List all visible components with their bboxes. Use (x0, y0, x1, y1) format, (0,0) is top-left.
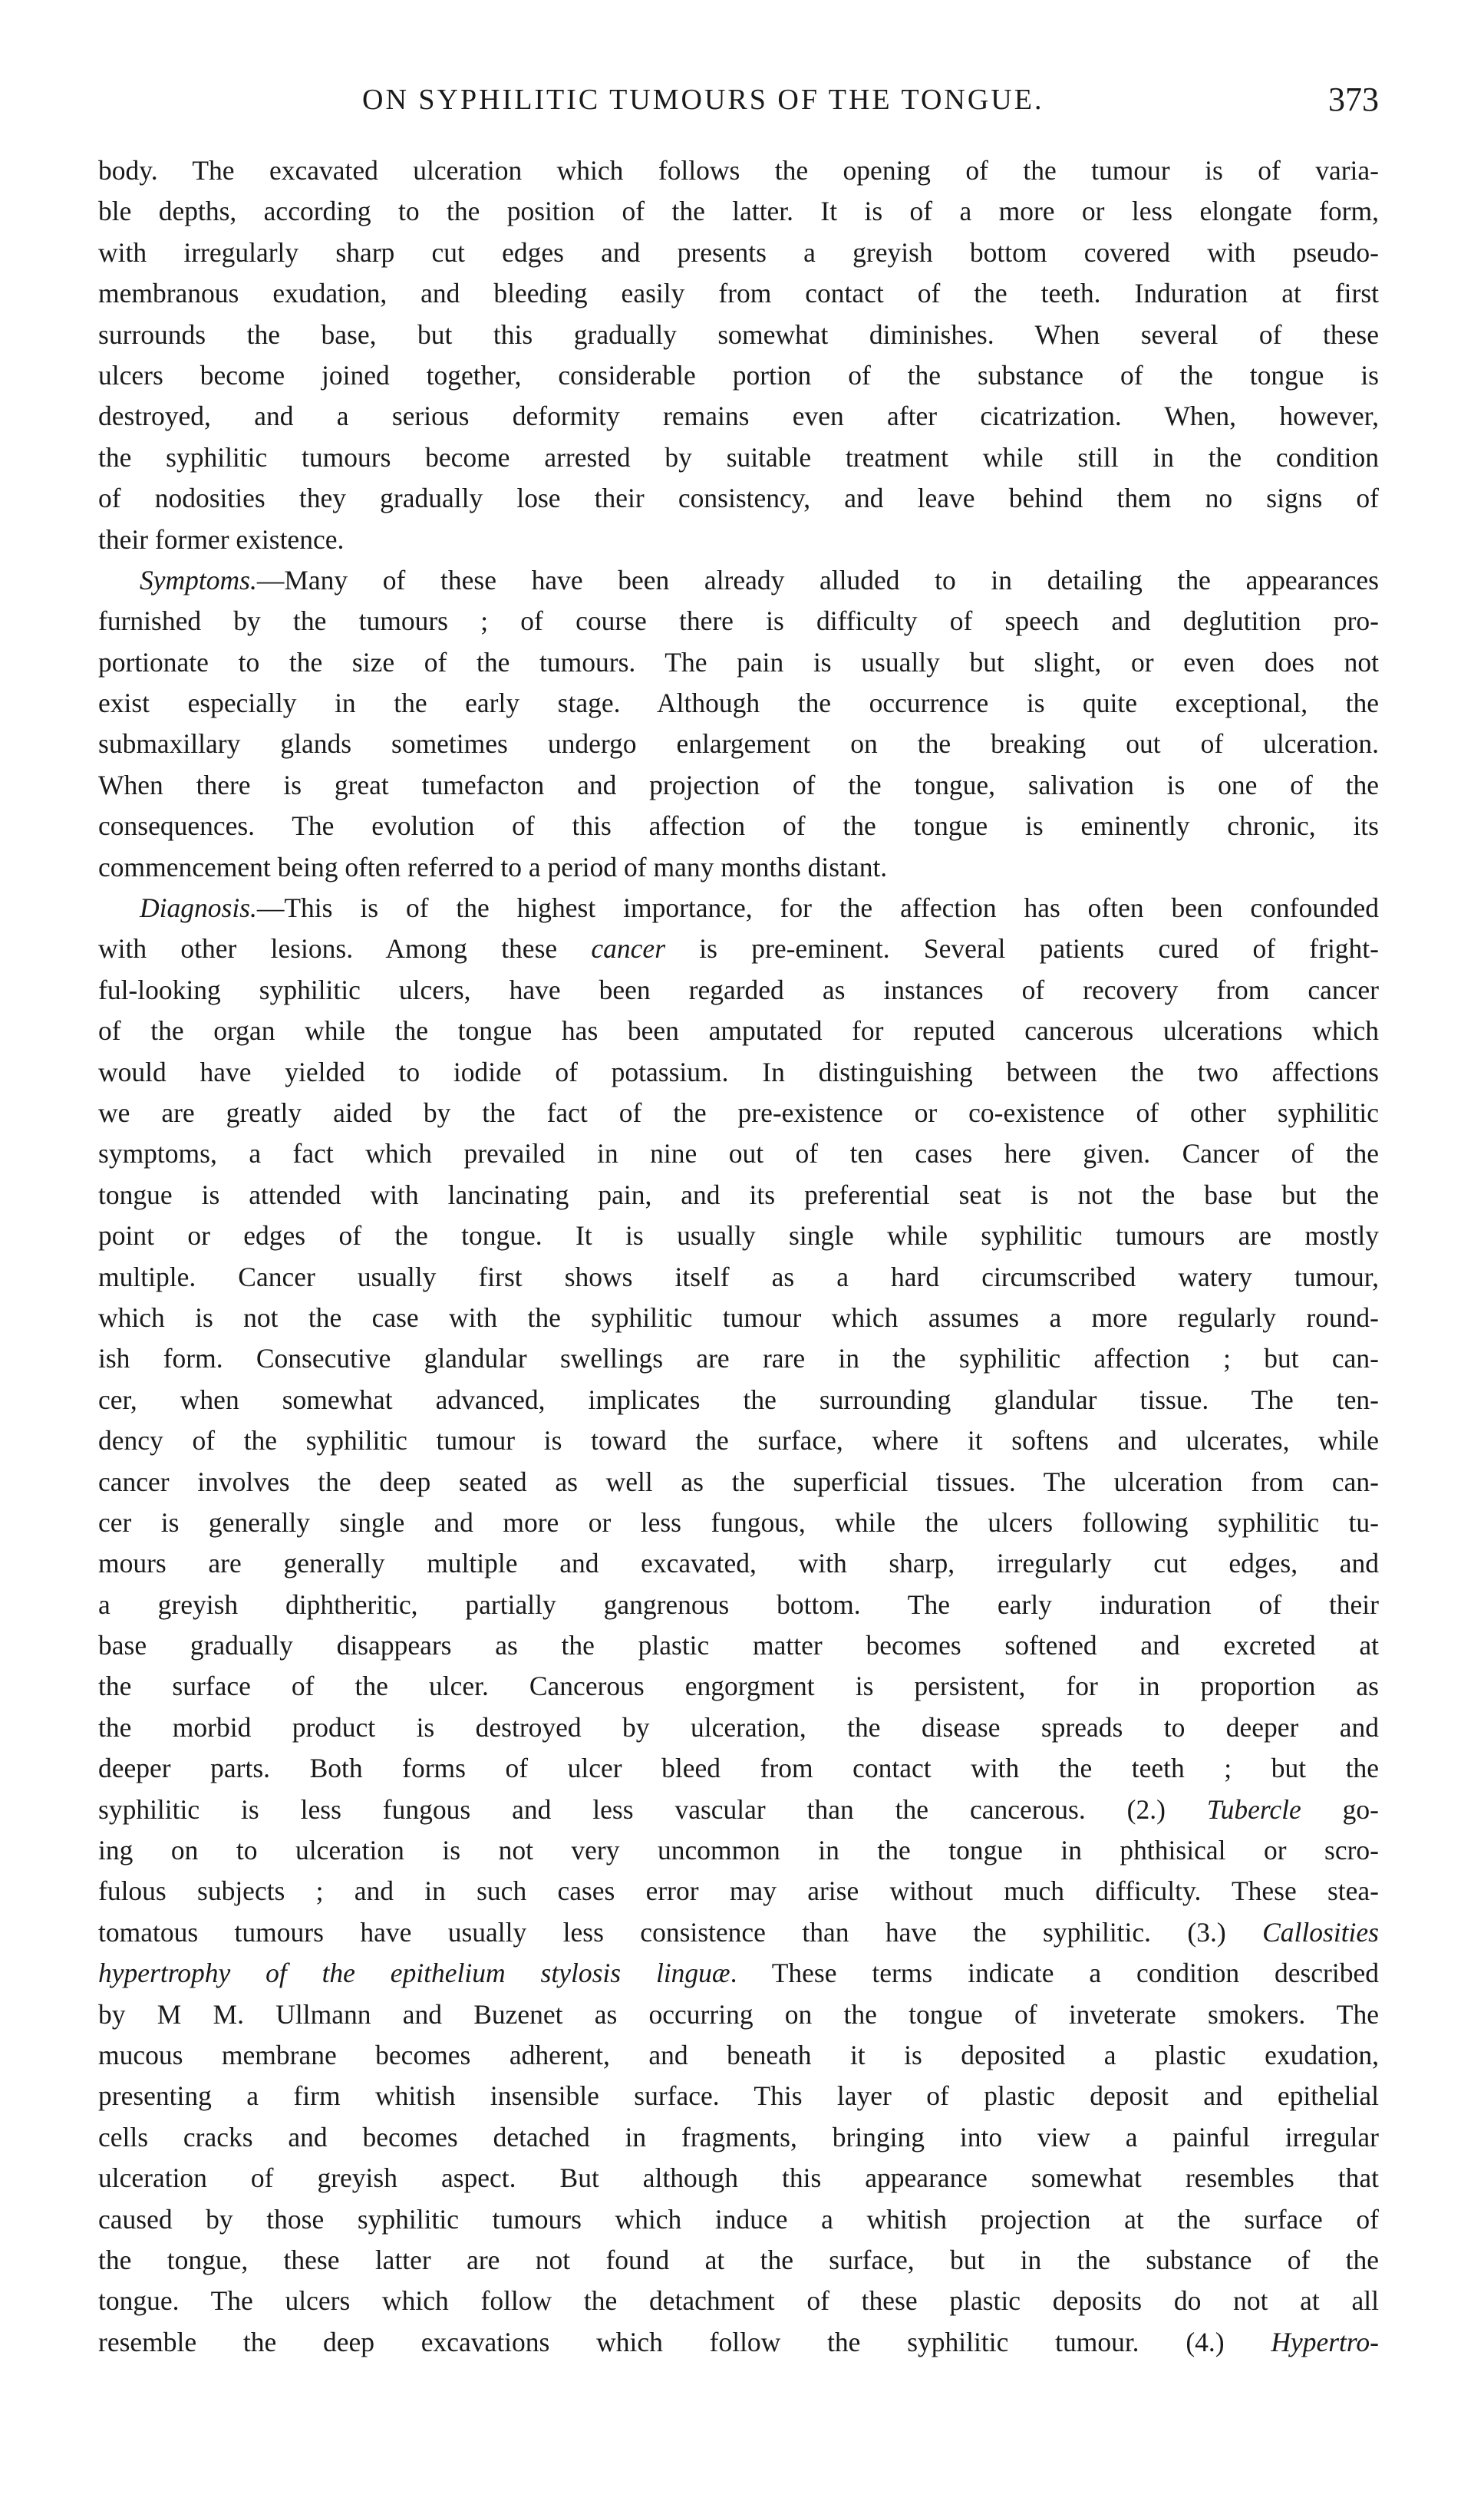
text-segment: by M M. Ullmann and Buzenet as occurring on the tongue of inveterate smokers. The (98, 1998, 1379, 2030)
italic-text: Symptoms. (140, 564, 257, 595)
text-segment: tongue is attended with lancinating pain, and its preferential seat is not the base but the (98, 1179, 1379, 1210)
text-segment: tongue. The ulcers which follow the detachment of these plastic deposits do not at all (98, 2285, 1379, 2317)
text-segment: with other lesions. Among these (98, 933, 592, 965)
text-line (98, 1830, 1379, 1871)
italic-text: Tubercle (1206, 1793, 1301, 1825)
text-line (98, 1871, 1379, 1912)
text-segment: we are greatly aided by the fact of the pre-existence or co-existence of other syphilitic (98, 1097, 1379, 1128)
body-text (98, 150, 1379, 2363)
text-line (98, 2240, 1379, 2281)
text-line (98, 847, 1379, 888)
text-segment: destroyed, and a serious deformity remains even after cicatrization. When, however, (98, 401, 1379, 432)
text-line (98, 2158, 1379, 2199)
text-line (98, 2117, 1379, 2158)
text-line (98, 888, 1379, 929)
running-head (98, 83, 1379, 126)
italic-text: Callosities (1262, 1916, 1379, 1948)
text-segment: dency of the syphilitic tumour is toward the surface, where it softens and ulcerates, while (98, 1425, 1379, 1456)
text-segment: multiple. Cancer usually first shows itself as a hard circumscribed watery tumour, (98, 1261, 1379, 1292)
text-line (98, 437, 1379, 478)
text-line (98, 601, 1379, 642)
text-segment: of the organ while the tongue has been amputated for reputed cancerous ulcerations which (98, 1015, 1379, 1047)
text-segment: ish form. Consecutive glandular swellings are rare in the syphilitic affection ; but can- (98, 1343, 1379, 1374)
text-line (98, 560, 1379, 601)
text-segment: ulceration of greyish aspect. But although this appearance somewhat resembles that (98, 2162, 1379, 2194)
text-segment: cells cracks and becomes detached in fragments, bringing into view a painful irregular (98, 2121, 1379, 2152)
text-line (98, 1707, 1379, 1748)
text-segment: furnished by the tumours ; of course there is difficulty of speech and deglutition pro- (98, 605, 1379, 637)
text-segment: with irregularly sharp cut edges and presents a greyish bottom covered with pseudo- (98, 236, 1379, 268)
text-line (98, 1338, 1379, 1379)
text-segment: . These terms indicate a condition described (730, 1958, 1379, 1989)
text-segment: is pre-eminent. Several patients cured of fright- (665, 933, 1379, 965)
text-segment: commencement being often referred to a period of many months distant. (98, 851, 888, 882)
text-segment: consequences. The evolution of this affection of the tongue is eminently chronic, its (98, 810, 1379, 842)
text-line (98, 1666, 1379, 1707)
text-line (98, 1420, 1379, 1461)
text-segment: of nodosities they gradually lose their consistency, and leave behind them no signs of (98, 483, 1379, 514)
text-line (98, 724, 1379, 764)
text-segment: their former existence. (98, 523, 345, 555)
text-segment: mucous membrane becomes adherent, and beneath it is deposited a plastic exudation, (98, 2039, 1379, 2070)
text-segment: point or edges of the tongue. It is usually single while syphilitic tumours are mostly (98, 1220, 1379, 1252)
text-line (98, 2199, 1379, 2240)
text-line (98, 1503, 1379, 1543)
text-segment: submaxillary glands sometimes undergo enlargement on the breaking out of ulceration. (98, 728, 1379, 760)
text-line (98, 355, 1379, 396)
text-segment: go- (1301, 1793, 1380, 1825)
text-segment: a greyish diphtheritic, partially gangrenous bottom. The early induration of their (98, 1588, 1379, 1620)
text-line (98, 191, 1379, 232)
italic-text: hypertrophy of the epithelium stylosis linguæ (98, 1958, 730, 1989)
text-segment: the syphilitic tumours become arrested by suitable treatment while still in the condition (98, 441, 1379, 473)
text-segment: the surface of the ulcer. Cancerous engorgment is persistent, for in proportion as (98, 1671, 1379, 1702)
italic-text: Hypertro- (1271, 2326, 1379, 2357)
text-line (98, 1175, 1379, 1216)
text-line (98, 478, 1379, 519)
text-line (98, 520, 1379, 560)
text-segment: caused by those syphilitic tumours which induce a whitish projection at the surface of (98, 2203, 1379, 2235)
text-segment: surrounds the base, but this gradually somewhat diminishes. When several of these (98, 318, 1379, 350)
text-line (98, 1380, 1379, 1420)
text-segment: ful-looking syphilitic ulcers, have been regarded as instances of recovery from cancer (98, 974, 1379, 1005)
text-segment: tomatous tumours have usually less consistence than have the syphilitic. (3.) (98, 1916, 1263, 1948)
text-line (98, 642, 1379, 683)
text-segment: body. The excavated ulceration which follows the opening of the tumour is of varia- (98, 155, 1379, 186)
text-segment: cer, when somewhat advanced, implicates the surrounding glandular tissue. The ten- (98, 1384, 1379, 1415)
text-segment: cancer involves the deep seated as well as the superficial tissues. The ulceration from can- (98, 1466, 1379, 1497)
text-segment: membranous exudation, and bleeding easily from contact of the teeth. Induration at first (98, 278, 1379, 309)
text-segment: —Many of these have been already alluded to in detailing the appearances (256, 564, 1379, 595)
text-segment: which is not the case with the syphilitic tumour which assumes a more regularly round- (98, 1301, 1379, 1333)
text-line (98, 1462, 1379, 1503)
italic-text: cancer (591, 933, 666, 965)
text-line (98, 2035, 1379, 2076)
text-line (98, 765, 1379, 806)
text-segment: would have yielded to iodide of potassium. In distinguishing between the two affections (98, 1056, 1379, 1087)
text-segment: ing on to ulceration is not very uncommon in the tongue in phthisical or scro- (98, 1835, 1379, 1866)
text-line (98, 929, 1379, 969)
text-line (98, 1216, 1379, 1256)
text-segment: fulous subjects ; and in such cases error may arise without much difficulty. These stea- (98, 1875, 1379, 1907)
italic-text: Diagnosis. (140, 892, 257, 924)
text-line (98, 1093, 1379, 1133)
text-line (98, 1912, 1379, 1953)
text-line (98, 315, 1379, 355)
text-segment: ulcers become joined together, considerable portion of the substance of the tongue is (98, 359, 1379, 391)
text-segment: the morbid product is destroyed by ulceration, the disease spreads to deeper and (98, 1711, 1379, 1743)
text-segment: When there is great tumefacton and projection of the tongue, salivation is one of the (98, 769, 1379, 800)
page-number: 373 (1328, 81, 1379, 118)
text-line (98, 1543, 1379, 1584)
text-line (98, 1625, 1379, 1666)
text-line (98, 1052, 1379, 1093)
text-segment: deeper parts. Both forms of ulcer bleed from contact with the teeth ; but the (98, 1753, 1379, 1784)
text-segment: mours are generally multiple and excavated, with sharp, irregularly cut edges, and (98, 1548, 1379, 1579)
text-line (98, 683, 1379, 724)
text-segment: —This is of the highest importance, for the affection has often been confounded (256, 892, 1379, 924)
text-line (98, 970, 1379, 1011)
text-segment: base gradually disappears as the plastic matter becomes softened and excreted at (98, 1630, 1379, 1661)
text-line (98, 1011, 1379, 1051)
text-segment: presenting a firm whitish insensible surface. This layer of plastic deposit and epithelial (98, 2080, 1379, 2112)
text-line (98, 1257, 1379, 1298)
text-line (98, 1953, 1379, 1994)
text-segment: portionate to the size of the tumours. The pain is usually but slight, or even does not (98, 646, 1379, 678)
running-title: ON SYPHILITIC TUMOURS OF THE TONGUE. (362, 84, 1044, 116)
text-line (98, 1790, 1379, 1830)
text-line (98, 1748, 1379, 1789)
text-line (98, 150, 1379, 191)
text-segment: resemble the deep excavations which follow the syphilitic tumour. (4.) (98, 2326, 1271, 2357)
text-segment: symptoms, a fact which prevailed in nine out of ten cases here given. Cancer of the (98, 1138, 1379, 1169)
text-line (98, 233, 1379, 273)
text-segment: ble depths, according to the position of the latter. It is of a more or less elongate form, (98, 196, 1379, 227)
text-line (98, 1994, 1379, 2035)
text-line (98, 806, 1379, 846)
text-line (98, 2322, 1379, 2363)
text-line (98, 1298, 1379, 1338)
text-line (98, 273, 1379, 314)
text-line (98, 2076, 1379, 2116)
text-line (98, 1585, 1379, 1625)
text-segment: exist especially in the early stage. Although the occurrence is quite exceptional, the (98, 688, 1379, 719)
text-segment: the tongue, these latter are not found at the surface, but in the substance of the (98, 2244, 1379, 2275)
text-segment: cer is generally single and more or less fungous, while the ulcers following syphilitic tu- (98, 1506, 1379, 1538)
text-line (98, 1133, 1379, 1174)
text-segment: syphilitic is less fungous and less vascular than the cancerous. (2.) (98, 1793, 1207, 1825)
text-line (98, 396, 1379, 437)
text-line (98, 2281, 1379, 2321)
